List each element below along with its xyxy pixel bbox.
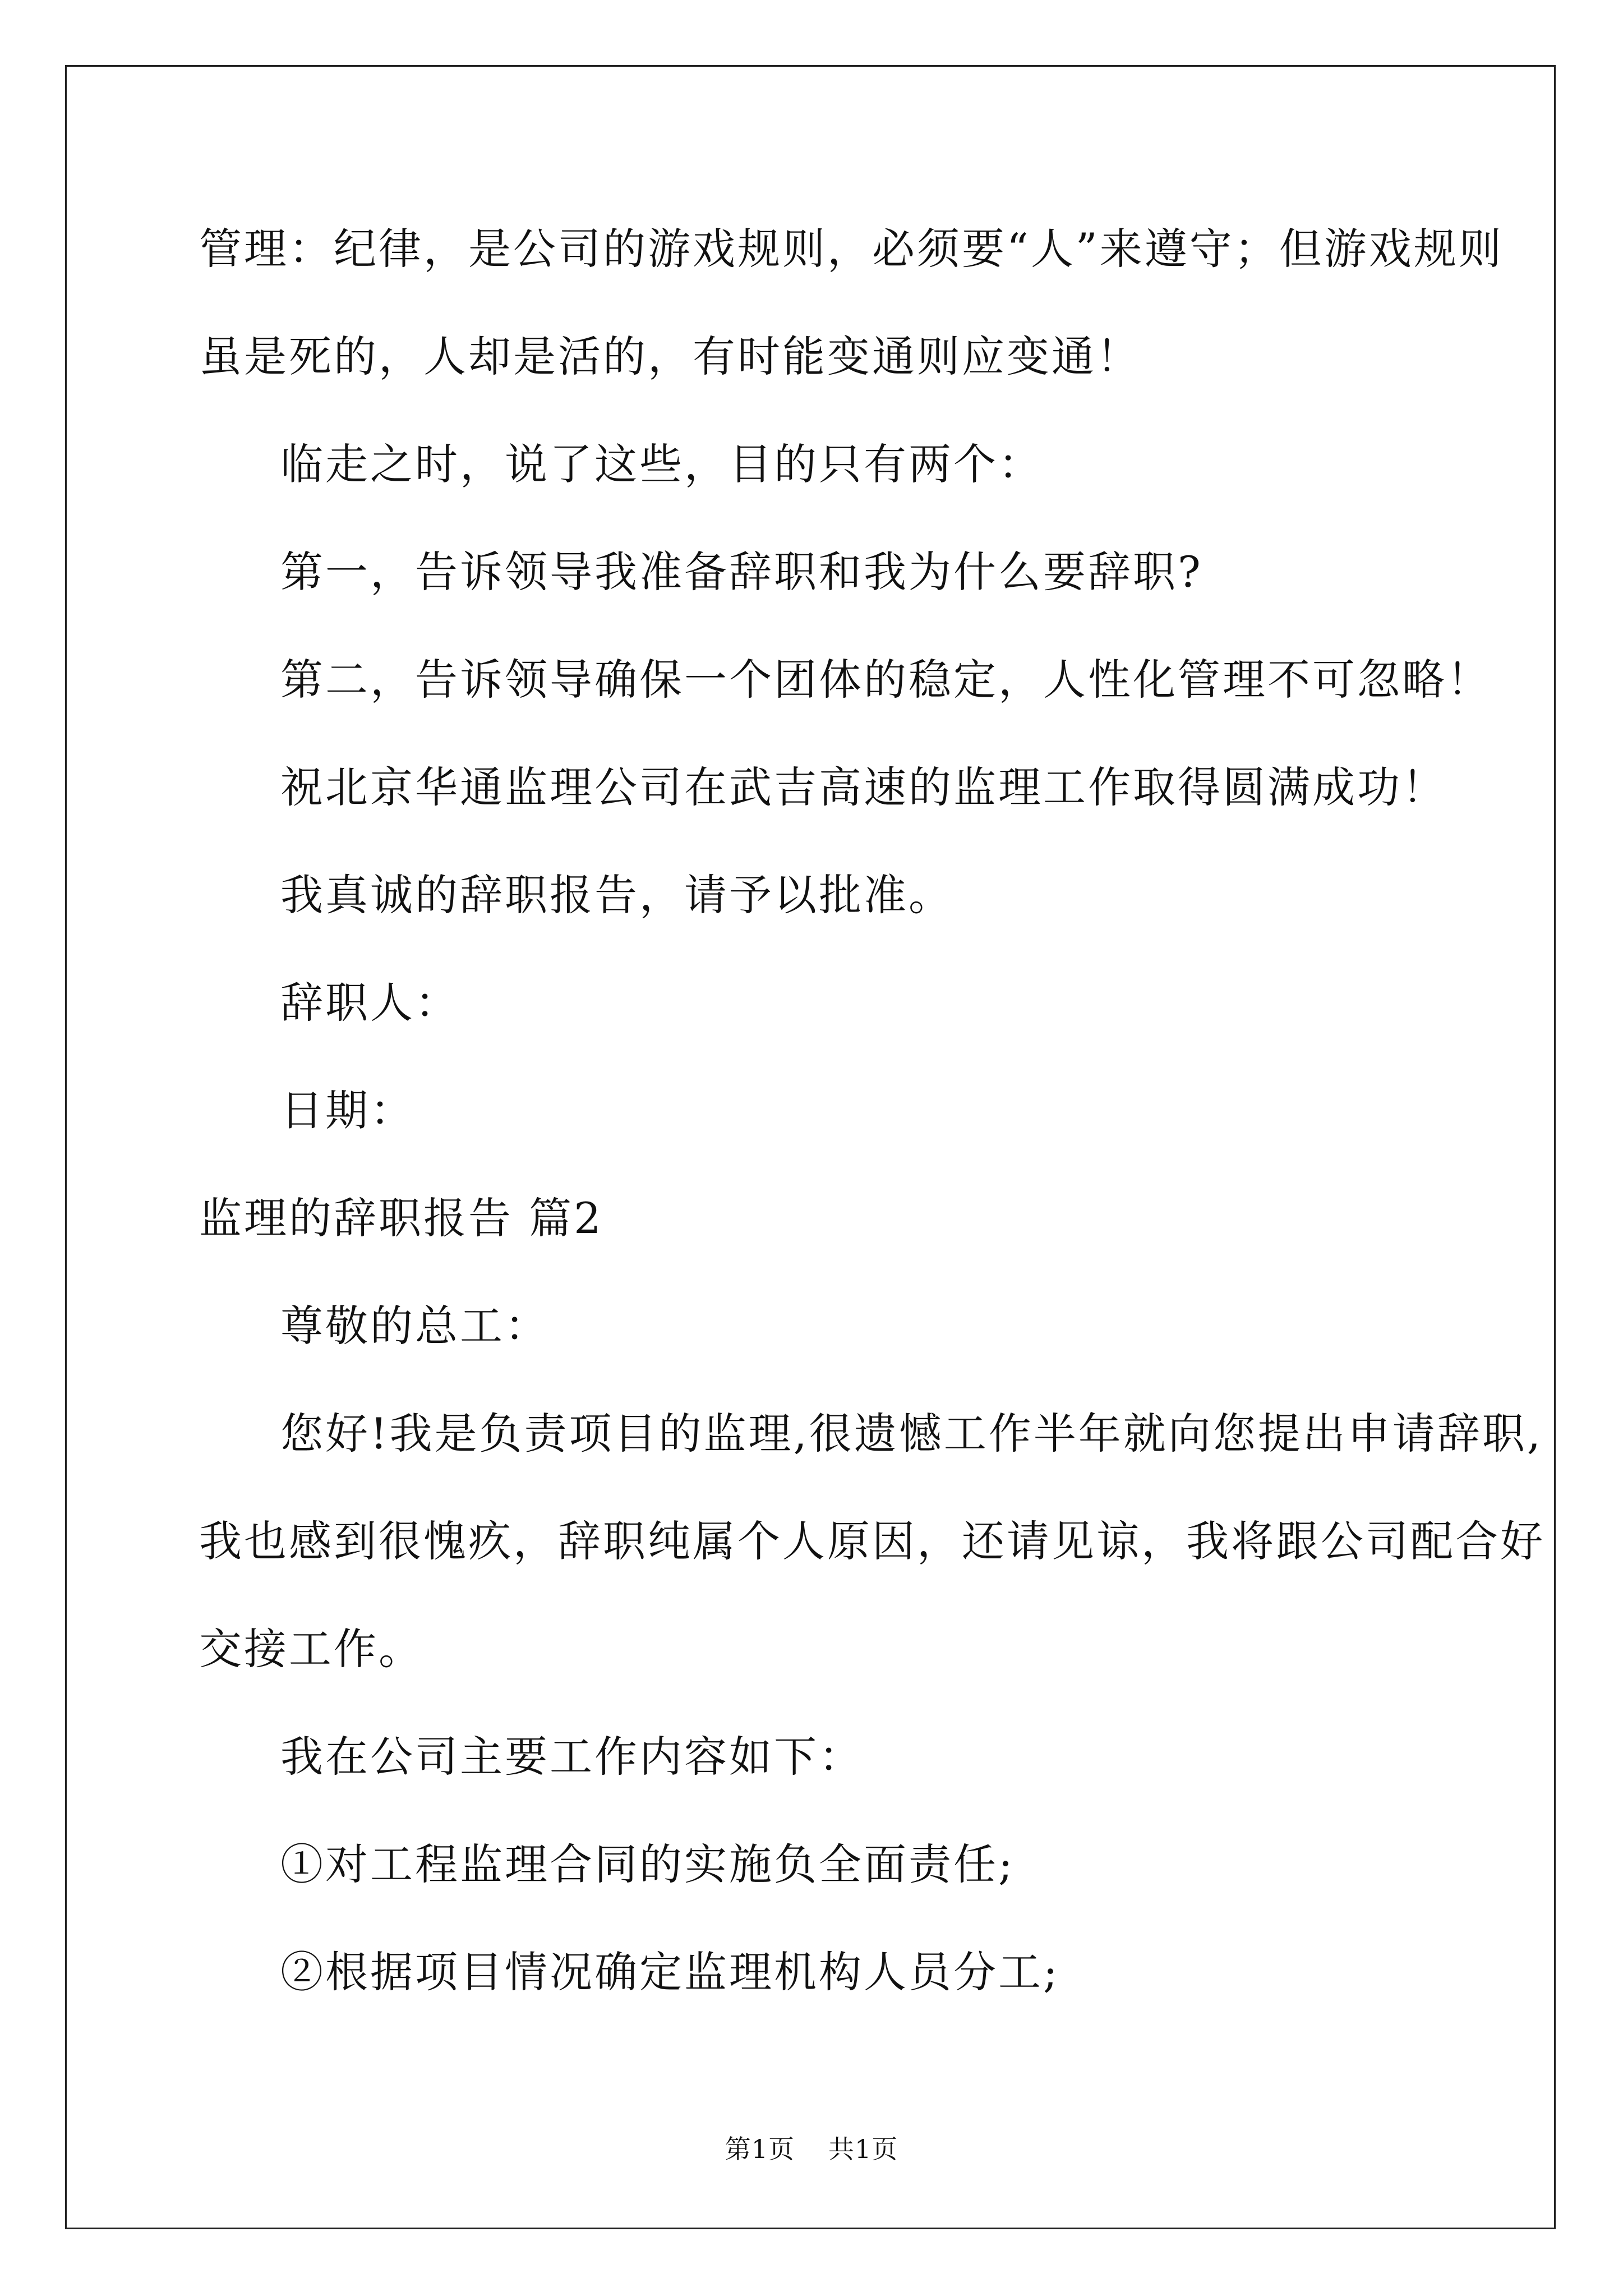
page-number: 第1页 — [725, 2134, 795, 2164]
page-border — [65, 65, 1556, 2229]
body-line-7: 我真诚的辞职报告，请予以批准。 — [280, 870, 953, 920]
body-line-4: 第一，告诉领导我准备辞职和我为什么要辞职? — [280, 547, 1203, 597]
body-line-2: 虽是死的，人却是活的，有时能变通则应变通！ — [199, 332, 1141, 381]
page-total: 共1页 — [828, 2134, 898, 2164]
body-line-5: 第二，告诉领导确保一个团体的稳定，人性化管理不可忽略！ — [280, 655, 1492, 705]
body-line-14: 交接工作。 — [199, 1624, 423, 1674]
body-line-12: 您好!我是负责项目的监理,很遗憾工作半年就向您提出申请辞职, — [280, 1409, 1543, 1458]
body-line-15: 我在公司主要工作内容如下： — [280, 1732, 864, 1782]
list-item-1: ①对工程监理合同的实施负全面责任; — [280, 1839, 1015, 1889]
section-heading: 监理的辞职报告 篇2 — [199, 1193, 603, 1243]
salutation: 尊敬的总工： — [280, 1301, 550, 1351]
list-item-2: ②根据项目情况确定监理机构人员分工; — [280, 1947, 1060, 1997]
signature-label: 辞职人： — [280, 978, 460, 1028]
body-line-1: 管理：纪律，是公司的游戏规则，必须要“人”来遵守；但游戏规则 — [199, 224, 1504, 274]
body-line-3: 临走之时，说了这些，目的只有两个： — [280, 439, 1043, 489]
date-label: 日期： — [280, 1085, 415, 1135]
body-line-13: 我也感到很愧疚，辞职纯属个人原因，还请见谅，我将跟公司配合好 — [199, 1516, 1545, 1566]
page-footer — [0, 2136, 1623, 2162]
body-line-6: 祝北京华通监理公司在武吉高速的监理工作取得圆满成功！ — [280, 762, 1447, 812]
